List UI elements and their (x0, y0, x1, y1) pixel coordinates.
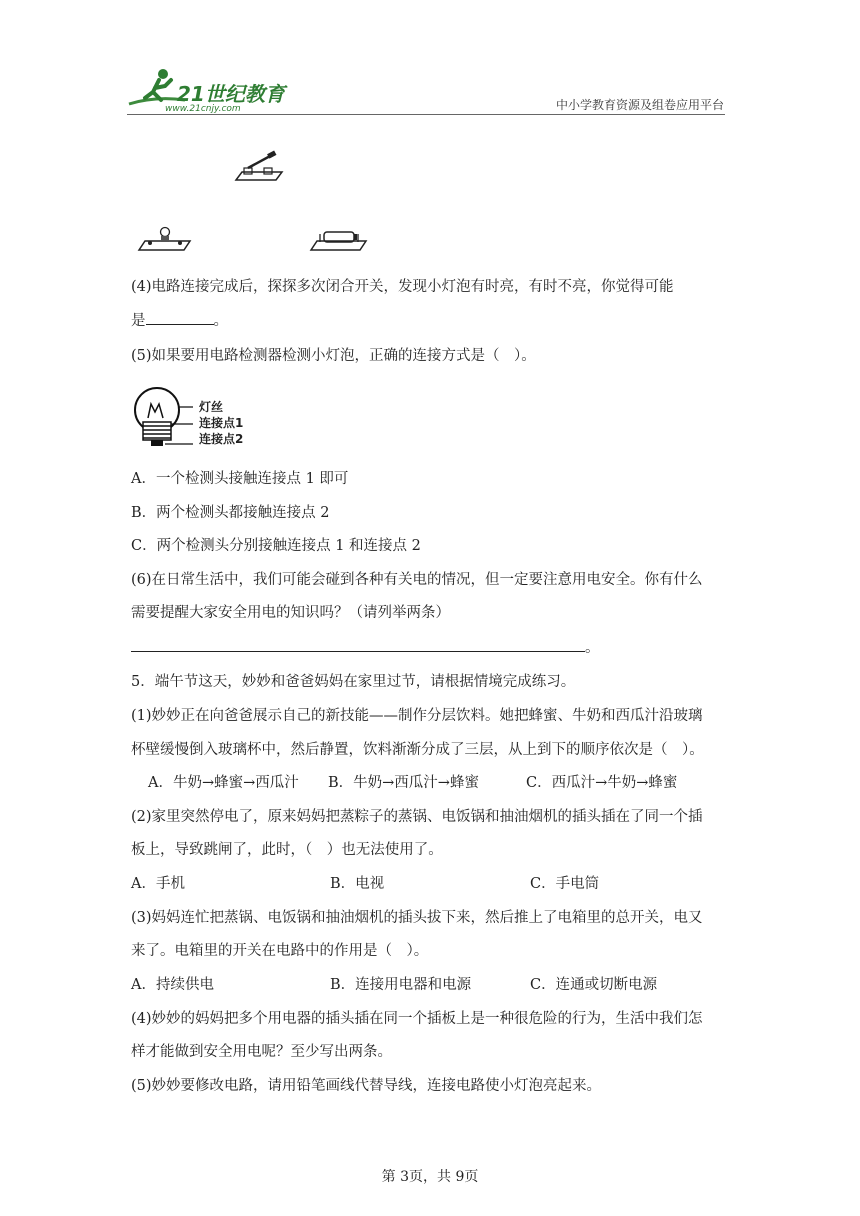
question-4-4-line2 (131, 310, 228, 331)
question-5-5-line1: (5)妙妙要修改电路，请用铅笔画线代替导线，连接电路使小灯泡亮起来。 (131, 1078, 602, 1094)
platform-name: 中小学教育资源及组卷应用平台 (555, 98, 724, 112)
option-a[interactable]: A．牛奶→蜂蜜→西瓜汁 (148, 775, 299, 791)
option-c[interactable]: C．西瓜汁→牛奶→蜂蜜 (526, 775, 678, 791)
option-b[interactable]: B．连接用电器和电源 (330, 977, 472, 993)
question-5-4-line1: (4)妙妙的妈妈把多个用电器的插头插在同一个插板上是一种很危险的行为，生活中我们怎 (131, 1011, 703, 1027)
option-a[interactable]: A．手机 (131, 876, 185, 892)
question-5-2-line1: (2)家里突然停电了，原来妈妈把蒸粽子的蒸锅、电饭锅和抽油烟机的插头插在了同一个插 (131, 809, 703, 825)
question-5-stem: 5．端午节这天，妙妙和爸爸妈妈在家里过节，请根据情境完成练习。 (131, 674, 576, 690)
question-5-1-options (148, 773, 677, 793)
option-b[interactable]: B．电视 (330, 876, 385, 892)
question-4-5-stem: (5)如果要用电路检测器检测小灯泡，正确的连接方式是（ ）。 (131, 348, 536, 364)
battery-holder-icon (308, 226, 370, 254)
logo-text: 21世纪教育 (177, 82, 285, 106)
option-b[interactable]: B．两个检测头都接触连接点 2 (131, 505, 330, 521)
question-4-4-suffix: 。 (213, 313, 228, 329)
option-c[interactable]: C．两个检测头分别接触连接点 1 和连接点 2 (131, 538, 421, 554)
option-a[interactable]: A．一个检测头接触连接点 1 即可 (131, 471, 349, 487)
bulb-labels (199, 399, 243, 447)
question-4-6-line2: 需要提醒大家安全用电的知识吗？（请列举两条） (131, 605, 450, 621)
connection-point-2-label: 连接点2 (199, 432, 244, 446)
question-4-6-answer-line (131, 637, 600, 658)
question-5-1-line1: (1)妙妙正在向爸爸展示自己的新技能——制作分层饮料。她把蜂蜜、牛奶和西瓜汁沿玻璃 (131, 708, 703, 724)
header-divider (127, 114, 725, 115)
option-c[interactable]: C．手电筒 (530, 876, 600, 892)
question-4-6-end: 。 (585, 640, 600, 656)
bulb-holder-icon (136, 226, 194, 254)
question-4-4-line1: (4)电路连接完成后，探探多次闭合开关，发现小灯泡有时亮，有时不亮，你觉得可能 (131, 279, 674, 295)
question-4-6-line1: (6)在日常生活中，我们可能会碰到各种有关电的情况，但一定要注意用电安全。你有什么 (131, 572, 703, 588)
question-4-4-prefix: 是 (131, 313, 146, 329)
connection-point-1-label: 连接点1 (199, 416, 244, 430)
logo-url: www.21cnjy.com (165, 104, 241, 114)
answer-blank[interactable] (131, 637, 585, 652)
question-5-2-line2: 板上，导致跳闸了，此时，（ ）也无法使用了。 (131, 842, 443, 858)
bulb-diagram-icon (133, 386, 195, 450)
site-logo (125, 66, 290, 118)
question-5-4-line2: 样才能做到安全用电呢？至少写出两条。 (131, 1044, 392, 1060)
question-5-2-options (131, 874, 599, 894)
question-5-3-options (131, 975, 657, 995)
page-number: 第 3页，共 9页 (381, 1169, 479, 1185)
filament-label: 灯丝 (199, 400, 224, 414)
question-5-3-line2: 来了。电箱里的开关在电路中的作用是（ ）。 (131, 943, 429, 959)
option-a[interactable]: A．持续供电 (131, 977, 214, 993)
question-5-3-line1: (3)妈妈连忙把蒸锅、电饭锅和抽油烟机的插头拔下来，然后推上了电箱里的总开关，电又 (131, 910, 703, 926)
knife-switch-icon (232, 150, 288, 186)
question-5-1-line2: 杯壁缓慢倒入玻璃杯中，然后静置，饮料渐渐分成了三层，从上到下的顺序依次是（ ）。 (131, 742, 704, 758)
option-b[interactable]: B．牛奶→西瓜汁→蜂蜜 (328, 775, 479, 791)
answer-blank[interactable] (146, 310, 214, 325)
option-c[interactable]: C．连通或切断电源 (530, 977, 658, 993)
